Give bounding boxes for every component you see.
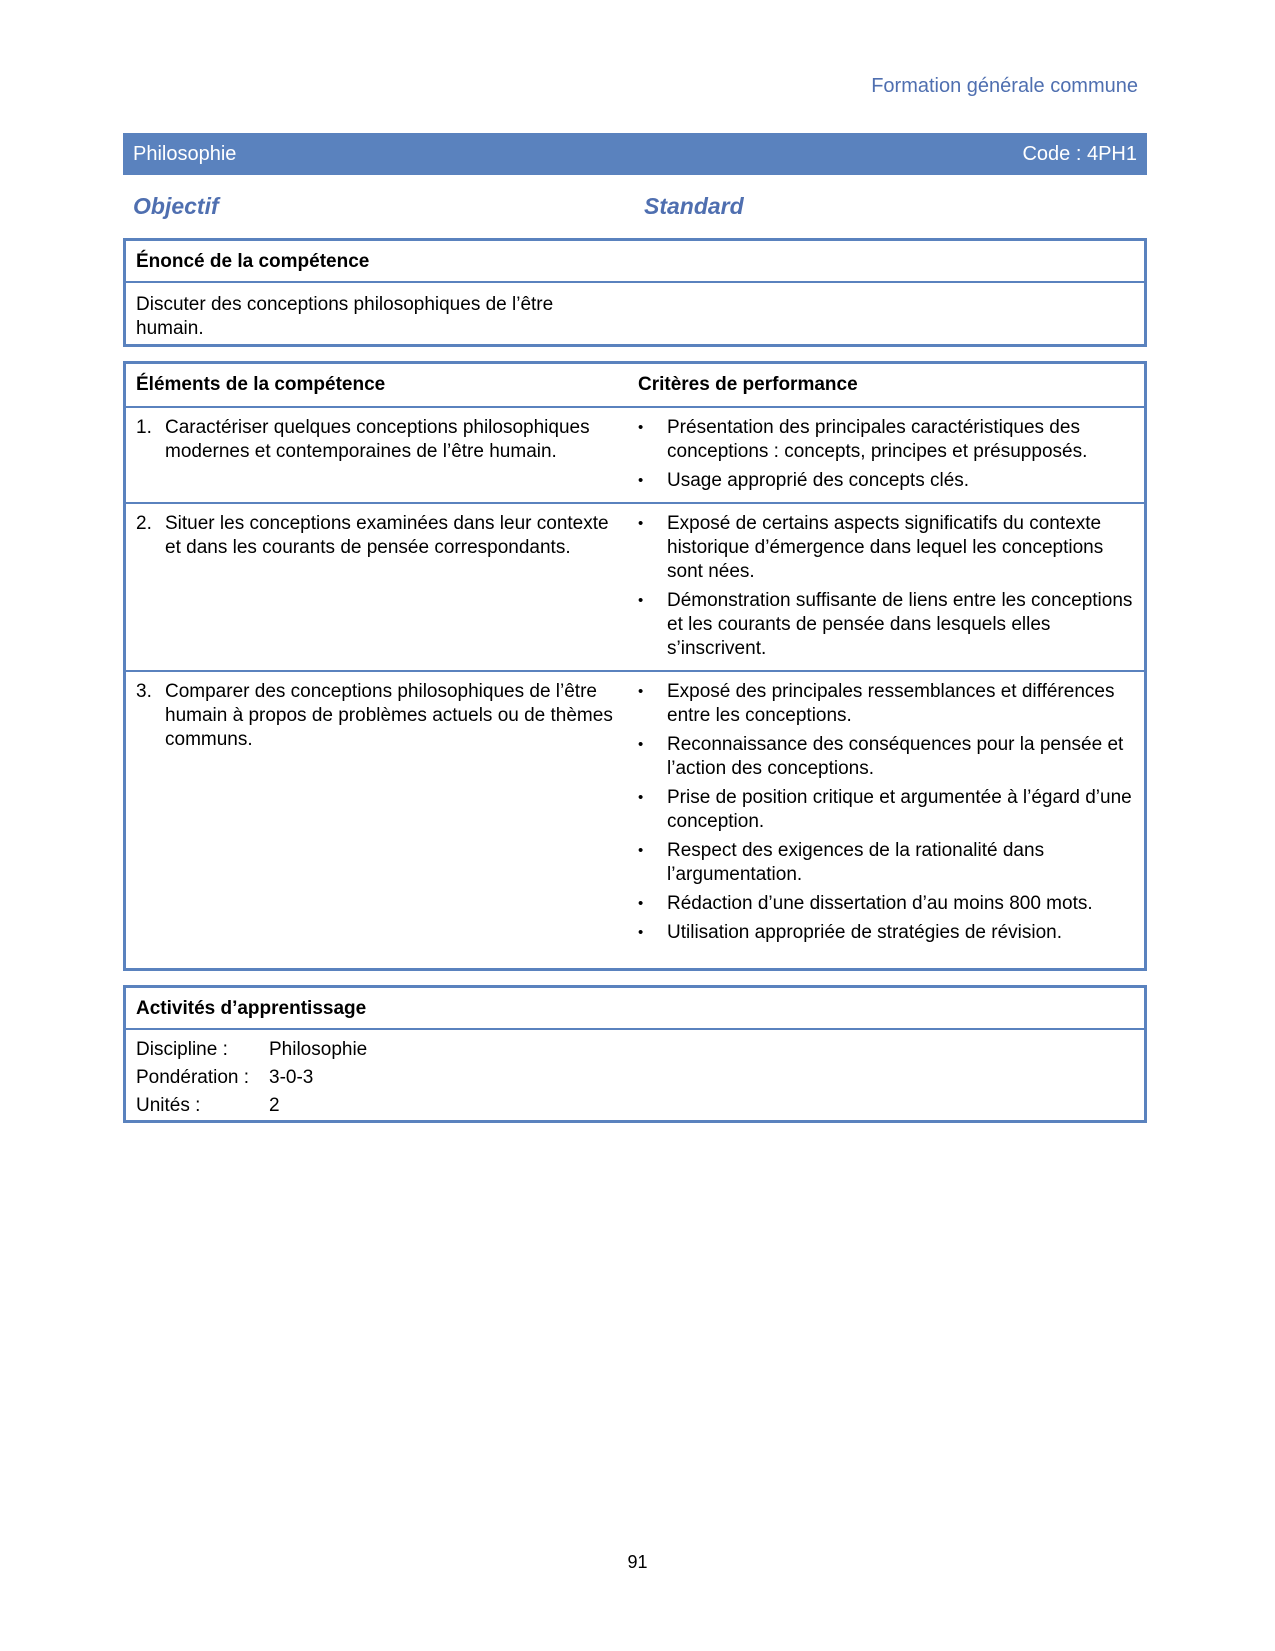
criterion-item (638, 680, 1134, 728)
bullet-icon: • (638, 924, 644, 941)
element-number: 1. (136, 417, 152, 438)
criterion-item (638, 416, 1134, 464)
enonce-section (123, 238, 1147, 347)
criterion-text: Rédaction d’une dissertation d’au moins 800 mots. (667, 893, 1093, 914)
criteria-cell (638, 672, 1144, 954)
criterion-item (638, 469, 1134, 493)
elements-header (126, 364, 1144, 408)
bullet-icon: • (638, 419, 644, 436)
criteria-column-heading: Critères de performance (638, 374, 858, 395)
element-number: 2. (136, 513, 152, 534)
course-code: Code : 4PH1 (1022, 142, 1137, 165)
criterion-item (638, 733, 1134, 781)
unites-row (136, 1092, 1134, 1120)
element-row (126, 504, 1144, 672)
criterion-item (638, 892, 1134, 916)
bullet-icon: • (638, 472, 644, 489)
element-cell (126, 504, 638, 670)
element-text: Comparer des conceptions philosophiques de l’être humain à propos de problèmes actuels ou de thèmes communs. (165, 681, 613, 750)
elements-rows (126, 408, 1144, 954)
elements-column-heading: Éléments de la compétence (136, 374, 386, 395)
criterion-text: Prise de position critique et argumentée à l’égard d’une conception. (667, 787, 1132, 832)
enonce-heading: Énoncé de la compétence (126, 241, 1144, 283)
activites-heading: Activités d’apprentissage (126, 988, 1144, 1030)
objectif-label: Objectif (133, 193, 219, 219)
element-row (126, 408, 1144, 504)
bullet-icon: • (638, 592, 644, 609)
criterion-text: Démonstration suffisante de liens entre les conceptions et les courants de pensée dans lesquels elles s’inscrivent. (667, 590, 1133, 659)
unites-value: 2 (269, 1095, 280, 1116)
discipline-label: Discipline : (136, 1039, 228, 1060)
criterion-text: Exposé des principales ressemblances et différences entre les conceptions. (667, 681, 1115, 726)
page-number: 91 (627, 1552, 648, 1572)
criterion-text: Utilisation appropriée de stratégies de révision. (667, 922, 1062, 943)
element-text: Situer les conceptions examinées dans leur contexte et dans les courants de pensée correspondants. (165, 513, 609, 558)
element-text: Caractériser quelques conceptions philosophiques modernes et contemporaines de l’être humain. (165, 417, 590, 462)
bullet-icon: • (638, 683, 644, 700)
discipline-value: Philosophie (269, 1039, 368, 1060)
element-row (126, 672, 1144, 954)
program-header: Formation générale commune (871, 75, 1138, 97)
criterion-text: Reconnaissance des conséquences pour la pensée et l’action des conceptions. (667, 734, 1124, 779)
element-number: 3. (136, 681, 152, 702)
activites-body (126, 1030, 1144, 1126)
bullet-icon: • (638, 515, 644, 532)
bullet-icon: • (638, 736, 644, 753)
unites-label: Unités : (136, 1095, 201, 1116)
bullet-icon: • (638, 842, 644, 859)
criterion-item (638, 589, 1134, 661)
course-discipline: Philosophie (133, 142, 237, 165)
criteria-cell (638, 408, 1144, 502)
course-title-bar (123, 133, 1147, 175)
criterion-item (638, 786, 1134, 834)
ponderation-value: 3-0-3 (269, 1067, 314, 1088)
criterion-text: Présentation des principales caractéristiques des conceptions : concepts, principes et présupposés. (667, 417, 1088, 462)
ponderation-label: Pondération : (136, 1067, 250, 1088)
criteria-cell (638, 504, 1144, 670)
criterion-item (638, 921, 1134, 945)
criterion-item (638, 839, 1134, 887)
bullet-icon: • (638, 789, 644, 806)
enonce-text: Discuter des conceptions philosophiques de l’être humain. (136, 294, 554, 339)
element-cell (126, 672, 638, 954)
elements-section (123, 361, 1147, 971)
bullet-icon: • (638, 895, 644, 912)
criterion-item (638, 512, 1134, 584)
criterion-text: Respect des exigences de la rationalité dans l’argumentation. (667, 840, 1045, 885)
criterion-text: Usage approprié des concepts clés. (667, 470, 970, 491)
criterion-text: Exposé de certains aspects significatifs du contexte historique d’émergence dans lequel les conceptions sont nées. (667, 513, 1104, 582)
standard-label: Standard (644, 193, 744, 219)
activites-section (123, 985, 1147, 1123)
ponderation-row (136, 1064, 1134, 1092)
element-cell (126, 408, 638, 502)
discipline-row (136, 1036, 1134, 1064)
